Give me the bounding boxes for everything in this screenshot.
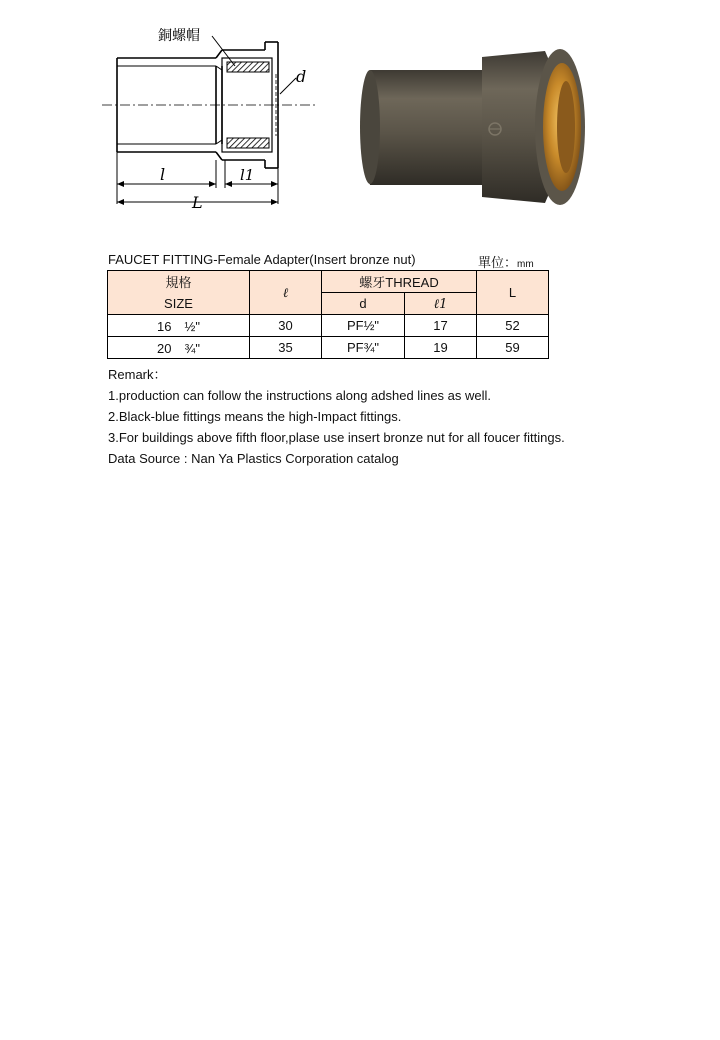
table-row bbox=[108, 315, 549, 337]
header-size bbox=[108, 271, 250, 315]
cell-L: 59 bbox=[477, 337, 549, 359]
header-d: d bbox=[322, 293, 405, 315]
data-source: Data Source : Nan Ya Plastics Corporation catalog bbox=[108, 451, 399, 466]
header-thread: 螺牙THREAD bbox=[322, 271, 477, 293]
dim-d-label: d bbox=[296, 67, 307, 86]
remark-line-1: 1.production can follow the instructions along adshed lines as well. bbox=[108, 388, 492, 403]
table-row bbox=[108, 337, 549, 359]
cell-d: PF½" bbox=[322, 315, 405, 337]
cell-size: 16 ½" bbox=[108, 315, 250, 337]
cell-l1: 19 bbox=[405, 337, 477, 359]
header-size-en: SIZE bbox=[164, 295, 193, 311]
spec-table bbox=[107, 270, 549, 359]
header-l: ℓ bbox=[250, 271, 322, 315]
cell-l: 35 bbox=[250, 337, 322, 359]
cell-L: 52 bbox=[477, 315, 549, 337]
product-photo bbox=[350, 45, 585, 210]
remark-line-3: 3.For buildings above fifth floor,plase use insert bronze nut for all foucer fittings. bbox=[108, 430, 565, 445]
dim-l-label: l bbox=[160, 165, 166, 184]
table-caption bbox=[108, 252, 548, 270]
remark-heading: Remark： bbox=[108, 367, 167, 382]
remark-line-2: 2.Black-blue fittings means the high-Impact fittings. bbox=[108, 409, 402, 424]
dim-L-label: L bbox=[192, 193, 203, 212]
cell-l1: 17 bbox=[405, 315, 477, 337]
header-size-cn: 規格 bbox=[165, 274, 192, 290]
table-title: FAUCET FITTING-Female Adapter(Insert bronze nut) bbox=[108, 252, 416, 267]
cell-l: 30 bbox=[250, 315, 322, 337]
header-l1: ℓ1 bbox=[405, 293, 477, 315]
nut-label: 銅螺帽 bbox=[158, 28, 200, 44]
unit-label bbox=[478, 252, 534, 271]
header-L: L bbox=[477, 271, 549, 315]
unit-prefix: 單位： bbox=[478, 255, 518, 270]
cell-size: 20 ¾" bbox=[108, 337, 250, 359]
unit-value: mm bbox=[517, 259, 534, 270]
remarks-block bbox=[108, 364, 565, 469]
cell-d: PF¾" bbox=[322, 337, 405, 359]
dim-l1-label: l1 bbox=[240, 166, 255, 184]
cross-section-drawing bbox=[100, 22, 320, 212]
